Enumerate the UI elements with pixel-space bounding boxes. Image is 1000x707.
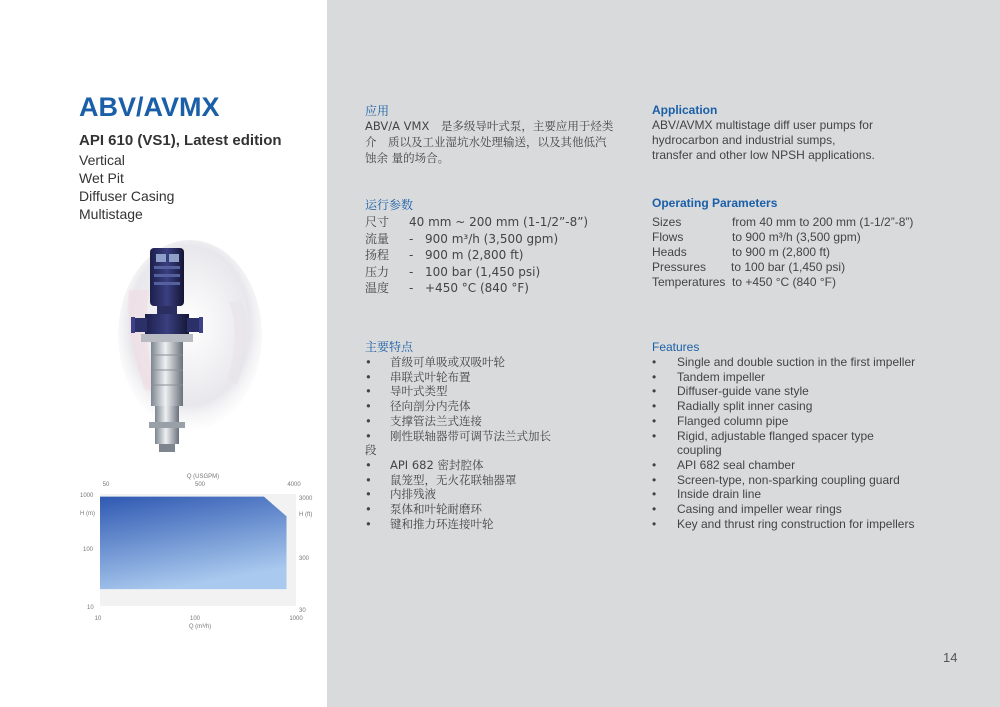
list-item bbox=[365, 399, 551, 414]
feature-text: Inside drain line bbox=[677, 487, 762, 502]
list-item bbox=[652, 487, 915, 502]
zh-application-title: 应用 bbox=[365, 104, 390, 118]
chart-top-axis-title: Q (USGPM) bbox=[186, 474, 220, 480]
list-item bbox=[365, 473, 551, 488]
zh-param-value: +450 °C (840 °F) bbox=[425, 281, 529, 295]
zh-application-line: ABV/A VMX 是多级导叶式泵，主要应用于烃类 bbox=[365, 119, 614, 133]
feature-text: Casing and impeller wear rings bbox=[677, 502, 842, 517]
subtitle: API 610 (VS1), Latest edition bbox=[79, 132, 282, 149]
en-param-label: Heads bbox=[652, 245, 687, 259]
zh-param-value: 900 m³/h (3,500 gpm) bbox=[425, 231, 559, 246]
feature-text: Screen-type, non-sparking coupling guard bbox=[677, 472, 900, 487]
feature-text: 首级可单吸或双吸叶轮 bbox=[390, 355, 505, 369]
product-feature: Diffuser Casing bbox=[79, 188, 175, 204]
chart-bottom-tick: 10 bbox=[94, 616, 102, 622]
bullet: • bbox=[652, 472, 657, 487]
performance-chart bbox=[78, 472, 318, 632]
page-title: ABV/AVMX bbox=[79, 92, 220, 122]
zh-param-dash: - bbox=[409, 248, 414, 262]
chart-top-tick: 4000 bbox=[287, 482, 301, 488]
zh-param-value: 900 m (2,800 ft) bbox=[425, 248, 524, 262]
bullet: • bbox=[652, 399, 657, 414]
en-param-row bbox=[652, 245, 913, 260]
bullet: • bbox=[365, 472, 372, 487]
zh-application-line: 蚀余 量的场合。 bbox=[365, 151, 450, 165]
bullet: • bbox=[365, 516, 372, 531]
en-param-row bbox=[652, 230, 913, 245]
list-item bbox=[365, 370, 551, 385]
list-item bbox=[652, 502, 915, 517]
bullet: • bbox=[365, 457, 372, 472]
list-item bbox=[652, 370, 915, 385]
en-param-label: Flows bbox=[652, 230, 684, 244]
en-param-label: Temperatures bbox=[652, 275, 726, 289]
zh-param-row bbox=[365, 214, 588, 231]
en-param-value: from 40 mm to 200 mm (1-1/2”-8”) bbox=[732, 215, 914, 229]
chart-area-series bbox=[100, 497, 287, 589]
zh-param-dash: - bbox=[409, 231, 414, 246]
list-item bbox=[365, 458, 551, 473]
feature-text: 键和推力环连接叶轮 bbox=[390, 516, 494, 531]
bullet: • bbox=[365, 369, 372, 384]
zh-param-dash: - bbox=[409, 264, 414, 279]
zh-param-label: 扬程 bbox=[365, 248, 390, 262]
bullet: • bbox=[652, 384, 657, 399]
feature-text: 导叶式类型 bbox=[390, 384, 448, 399]
list-item bbox=[652, 355, 915, 370]
feature-text: 刚性联轴器带可调节法兰式加长 bbox=[390, 428, 551, 443]
zh-param-label: 流量 bbox=[365, 231, 390, 246]
feature-continuation: coupling bbox=[677, 443, 722, 458]
list-item bbox=[652, 399, 915, 414]
en-param-value: to 100 bar (1,450 psi) bbox=[731, 260, 846, 274]
bullet: • bbox=[652, 487, 657, 502]
chart-left-tick: 1000 bbox=[80, 493, 94, 499]
pump-image bbox=[115, 240, 265, 455]
bullet: • bbox=[365, 355, 372, 369]
zh-param-label: 尺寸 bbox=[365, 215, 390, 229]
en-param-value: to +450 °C (840 °F) bbox=[732, 275, 836, 289]
en-application-line: transfer and other low NPSH applications. bbox=[652, 148, 875, 162]
zh-application-text bbox=[365, 118, 613, 166]
list-item bbox=[652, 458, 915, 473]
en-application-text bbox=[652, 118, 875, 163]
zh-features-title: 主要特点 bbox=[365, 340, 414, 354]
zh-param-row bbox=[365, 247, 588, 264]
product-feature: Vertical bbox=[79, 152, 125, 168]
feature-text: 径向剖分内壳体 bbox=[390, 399, 471, 414]
zh-params-list bbox=[365, 214, 588, 297]
zh-param-row bbox=[365, 280, 588, 297]
bullet: • bbox=[365, 413, 372, 428]
chart-top-tick: 50 bbox=[102, 482, 110, 488]
en-application-line: ABV/AVMX multistage diff user pumps for bbox=[652, 118, 873, 132]
en-params-list bbox=[652, 215, 913, 290]
bullet: • bbox=[652, 502, 657, 517]
chart-right-tick: 300 bbox=[299, 556, 310, 562]
bullet: • bbox=[365, 502, 372, 517]
feature-text: Rigid, adjustable flanged spacer type bbox=[677, 428, 874, 443]
chart-left-axis-title: H (m) bbox=[80, 511, 95, 517]
feature-text: 支撑管法兰式连接 bbox=[390, 413, 482, 428]
feature-text: Single and double suction in the first impeller bbox=[677, 355, 916, 369]
chart-bottom-axis-title: Q (m³/h) bbox=[188, 624, 212, 630]
list-item bbox=[652, 517, 915, 532]
feature-text: API 682 seal chamber bbox=[677, 457, 796, 472]
zh-param-label: 压力 bbox=[365, 264, 390, 279]
en-param-row bbox=[652, 275, 913, 290]
zh-param-row bbox=[365, 231, 588, 248]
feature-text: Tandem impeller bbox=[677, 369, 766, 384]
bullet: • bbox=[652, 413, 657, 428]
list-item bbox=[365, 517, 551, 532]
list-item bbox=[652, 473, 915, 488]
list-item bbox=[365, 414, 551, 429]
bullet: • bbox=[365, 428, 372, 443]
en-params-title: Operating Parameters bbox=[652, 196, 778, 210]
bullet: • bbox=[365, 399, 372, 414]
zh-param-value: 100 bar (1,450 psi) bbox=[425, 264, 541, 279]
list-item bbox=[365, 487, 551, 502]
product-feature: Wet Pit bbox=[79, 170, 124, 186]
list-item bbox=[365, 429, 551, 444]
chart-left-tick: 10 bbox=[87, 605, 94, 611]
list-item bbox=[365, 355, 551, 370]
en-param-value: to 900 m (2,800 ft) bbox=[732, 245, 831, 259]
chart-bottom-tick: 1000 bbox=[289, 616, 303, 622]
en-param-value: to 900 m³/h (3,500 gpm) bbox=[732, 230, 861, 244]
page-number: 14 bbox=[943, 650, 958, 665]
zh-param-value: 40 mm ~ 200 mm (1-1/2”-8”) bbox=[409, 215, 589, 229]
zh-features-list bbox=[365, 355, 551, 531]
en-param-row bbox=[652, 260, 913, 275]
list-item bbox=[652, 414, 915, 429]
feature-text: Key and thrust ring construction for impellers bbox=[677, 516, 915, 531]
en-application-title: Application bbox=[652, 103, 718, 117]
bullet: • bbox=[652, 355, 657, 369]
bullet: • bbox=[365, 487, 372, 502]
chart-left-tick: 100 bbox=[83, 547, 94, 553]
en-param-label: Pressures bbox=[652, 260, 707, 274]
en-features-title: Features bbox=[652, 340, 700, 354]
feature-text: Flanged column pipe bbox=[677, 413, 789, 428]
product-feature: Multistage bbox=[79, 206, 143, 222]
feature-text: Diffuser-guide vane style bbox=[677, 384, 809, 399]
chart-right-tick: 30 bbox=[299, 608, 306, 614]
zh-param-dash: - bbox=[409, 281, 414, 295]
chart-bottom-tick: 100 bbox=[189, 616, 201, 622]
product-feature-list bbox=[79, 151, 174, 223]
feature-text: 鼠笼型，无火花联轴器罩 bbox=[390, 472, 517, 487]
en-features-list bbox=[652, 355, 915, 531]
list-item bbox=[365, 384, 551, 399]
bullet: • bbox=[652, 428, 657, 443]
feature-text: 泵体和叶轮耐磨环 bbox=[390, 502, 482, 517]
zh-application-line: 介 质以及工业湿坑水处理输送，以及其他低汽 bbox=[365, 135, 607, 149]
en-param-row bbox=[652, 215, 913, 230]
feature-text: 串联式叶轮布置 bbox=[390, 369, 471, 384]
chart-right-axis-title: H (ft) bbox=[299, 512, 313, 518]
bullet: • bbox=[652, 516, 657, 531]
zh-param-row bbox=[365, 264, 588, 281]
chart-top-tick: 500 bbox=[194, 482, 206, 488]
bullet: • bbox=[652, 369, 657, 384]
feature-continuation: 段 bbox=[365, 443, 377, 458]
list-item bbox=[365, 502, 551, 517]
list-item bbox=[652, 384, 915, 399]
en-param-label: Sizes bbox=[652, 215, 682, 229]
bullet: • bbox=[365, 384, 372, 399]
feature-text: Radially split inner casing bbox=[677, 399, 813, 414]
feature-text: API 682 密封腔体 bbox=[390, 457, 484, 472]
list-item bbox=[652, 429, 915, 444]
feature-text: 内排残液 bbox=[390, 487, 436, 502]
zh-param-label: 温度 bbox=[365, 281, 390, 295]
zh-params-title: 运行参数 bbox=[365, 198, 414, 212]
en-application-line: hydrocarbon and industrial sumps, bbox=[652, 133, 836, 147]
bullet: • bbox=[652, 457, 657, 472]
chart-right-tick: 3000 bbox=[299, 496, 313, 502]
